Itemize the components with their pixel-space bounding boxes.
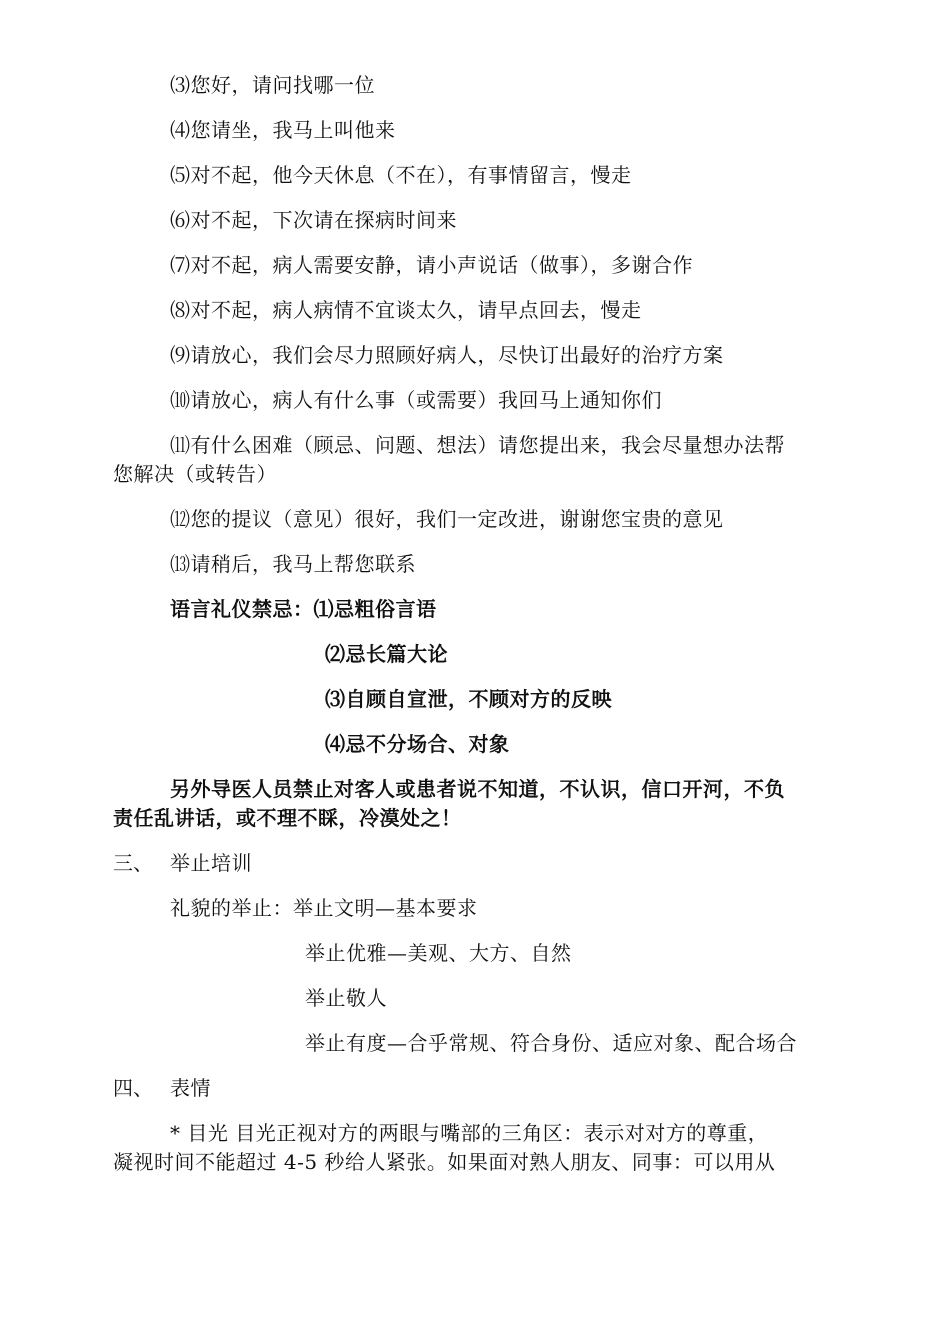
phrase-4: ⑷您请坐，我马上叫他来 xyxy=(170,118,396,142)
section-4-title: 表情 xyxy=(170,1076,211,1100)
manners-item-respect: 举止敬人 xyxy=(305,986,387,1010)
manners-item-moderate: 举止有度—合乎常规、符合身份、适应对象、配合场合 xyxy=(305,1031,797,1055)
phrase-5: ⑸对不起，他今天休息（不在），有事情留言，慢走 xyxy=(170,163,632,187)
phrase-9: ⑼请放心，我们会尽力照顾好病人，尽快订出最好的治疗方案 xyxy=(170,343,724,367)
phrase-8: ⑻对不起，病人病情不宜谈太久，请早点回去，慢走 xyxy=(170,298,642,322)
phrase-10: ⑽请放心，病人有什么事（或需要）我回马上通知你们 xyxy=(170,388,662,412)
taboo-item-2: ⑵忌长篇大论 xyxy=(325,642,448,666)
section-3-title: 举止培训 xyxy=(170,851,252,875)
manners-item-elegant: 举止优雅—美观、大方、自然 xyxy=(305,941,572,965)
section-3-number: 三、 xyxy=(113,851,153,875)
manners-lead: 礼貌的举止：举止文明—基本要求 xyxy=(170,896,478,920)
phrase-7: ⑺对不起，病人需要安静，请小声说话（做事），多谢合作 xyxy=(170,253,693,277)
taboo-item-3: ⑶自顾自宣泄，不顾对方的反映 xyxy=(325,687,612,711)
phrase-3: ⑶您好，请问找哪一位 xyxy=(170,73,375,97)
phrase-13: ⒀请稍后，我马上帮您联系 xyxy=(170,552,416,576)
phrase-11-continued: 您解决（或转告） xyxy=(113,462,277,486)
gaze-line-2: 凝视时间不能超过 4-5 秒给人紧张。如果面对熟人朋友、同事：可以用从 xyxy=(113,1150,776,1174)
gaze-line-1: * 目光 目光正视对方的两眼与嘴部的三角区：表示对对方的尊重， xyxy=(170,1121,769,1145)
phrase-6: ⑹对不起，下次请在探病时间来 xyxy=(170,208,457,232)
phrase-11: ⑾有什么困难（顾忌、问题、想法）请您提出来，我会尽量想办法帮 xyxy=(170,433,785,457)
phrase-12: ⑿您的提议（意见）很好，我们一定改进，谢谢您宝贵的意见 xyxy=(170,507,724,531)
taboo-item-4: ⑷忌不分场合、对象 xyxy=(325,732,510,756)
taboo-lead: 语言礼仪禁忌：⑴忌粗俗言语 xyxy=(170,597,437,621)
warning-line-2: 责任乱讲话，或不理不睬，冷漠处之！ xyxy=(113,806,462,830)
warning-line-1: 另外导医人员禁止对客人或患者说不知道，不认识，信口开河，不负 xyxy=(170,777,785,801)
section-4-number: 四、 xyxy=(113,1076,153,1100)
